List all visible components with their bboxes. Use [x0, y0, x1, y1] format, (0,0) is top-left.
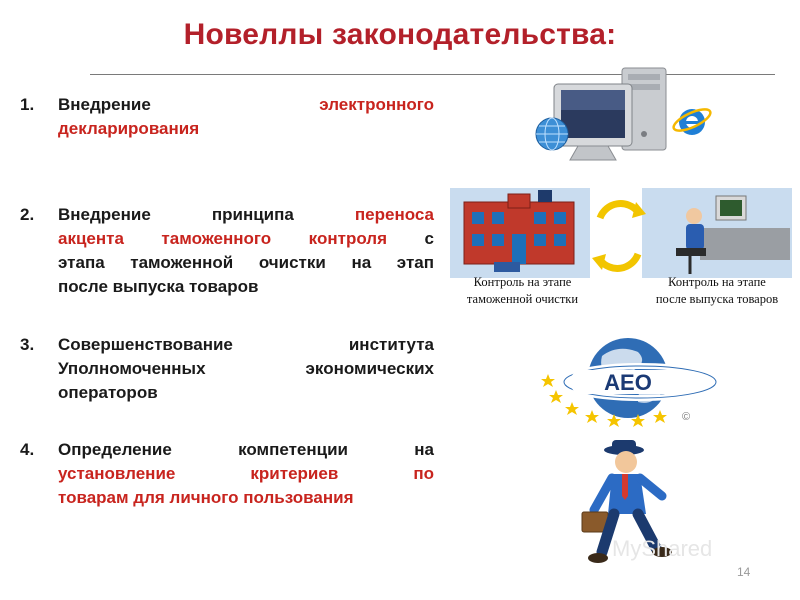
item-line: после выпуска товаров [58, 277, 259, 296]
list-item-3 [20, 333, 434, 405]
item-number: 2. [20, 205, 35, 224]
slide-title: Новеллы законодательства: [183, 18, 617, 51]
page-number: 14 [737, 565, 751, 579]
item-line [58, 227, 434, 251]
item-line [58, 203, 434, 227]
item-text: с [387, 229, 434, 248]
caption-line: Контроль на этапе [473, 275, 572, 289]
item-highlight: товарам для личного пользования [58, 488, 354, 507]
item-line: операторов [58, 383, 158, 402]
control-stages-illustration [450, 188, 800, 314]
item-highlight: акцента таможенного контроля [58, 229, 388, 248]
watermark: MyShared [612, 536, 713, 561]
list-item-4 [20, 438, 434, 510]
item-text: Внедрение [58, 95, 151, 114]
item-number: 1. [20, 95, 35, 114]
aeo-text: AEO [604, 370, 652, 395]
item-highlight: переноса [354, 205, 434, 224]
caption-line: после выпуска товаров [655, 292, 779, 306]
item-line: Совершенствование института [58, 335, 434, 354]
copyright-symbol: © [682, 411, 691, 423]
item-line: Уполномоченных экономических [58, 359, 434, 378]
computer-globe-ie-icon [530, 62, 720, 172]
right-stage-caption [634, 274, 800, 308]
caption-line: Контроль на этапе [668, 275, 766, 289]
item-highlight: электронного [319, 95, 434, 114]
item-highlight: установление критериев по [58, 464, 434, 483]
item-line [58, 93, 434, 117]
caption-line: таможенной очистки [466, 292, 579, 306]
item-highlight: декларирования [58, 119, 200, 138]
list-item-2 [20, 203, 434, 299]
item-number: 4. [20, 440, 35, 459]
item-line: этапа таможенной очистки на этап [58, 253, 434, 272]
list-item-1 [20, 93, 434, 141]
item-line: Определение компетенции на [58, 440, 434, 459]
item-number: 3. [20, 335, 35, 354]
item-text: Внедрение принципа [58, 205, 355, 224]
left-stage-caption [450, 274, 595, 308]
aeo-logo-icon [532, 332, 722, 428]
